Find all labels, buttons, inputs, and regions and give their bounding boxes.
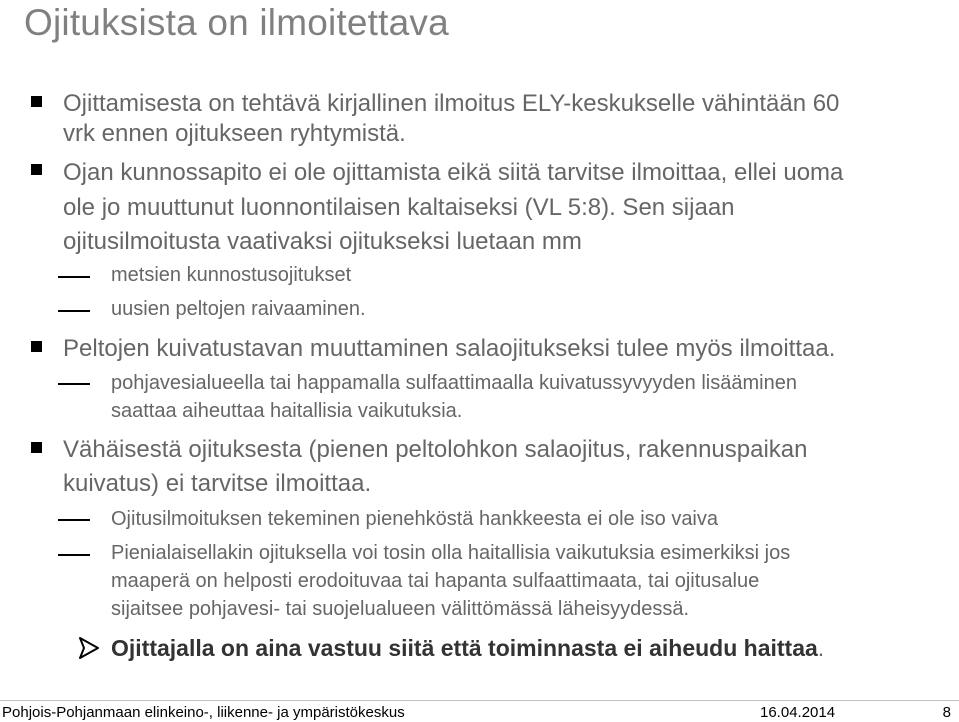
sub-bullet-line: saattaa aiheuttaa haitallisia vaikutuksia.	[111, 400, 463, 422]
sub-bullet-dash-icon	[58, 310, 90, 312]
sub-bullet-line: pohjavesialueella tai happamalla sulfaattimaalla kuivatussyvyyden lisääminen	[111, 372, 797, 394]
slide-title: Ojituksista on ilmoitettava	[24, 2, 449, 43]
sub-bullet-dash-icon	[58, 554, 90, 556]
key-statement-period: .	[817, 635, 825, 661]
sub-bullet-line: metsien kunnostusojitukset	[111, 264, 352, 286]
key-statement	[111, 635, 824, 662]
footer-organization: Pohjois-Pohjanmaan elinkeino-, liikenne- ja ympäristökeskus	[2, 704, 405, 721]
footer-date: 16.04.2014	[760, 704, 836, 721]
arrow-bullet-icon	[78, 637, 100, 659]
slide-footer	[0, 700, 959, 722]
bullet-square-icon	[31, 341, 42, 352]
bullet-square-icon	[31, 96, 42, 107]
sub-bullet-line: Ojitusilmoituksen tekeminen pienehköstä hankkeesta ei ole iso vaiva	[111, 508, 719, 530]
sub-bullet-dash-icon	[58, 276, 90, 278]
bullet-line: kuivatus) ei tarvitse ilmoittaa.	[63, 470, 372, 497]
sub-bullet-line: maaperä on helposti erodoituvaa tai hapanta sulfaattimaata, tai ojitusalue	[111, 570, 760, 592]
bullet-line: Peltojen kuivatustavan muuttaminen salaojitukseksi tulee myös ilmoittaa.	[63, 335, 836, 362]
sub-bullet-line: uusien peltojen raivaaminen.	[111, 298, 366, 320]
bullet-line: Vähäisestä ojituksesta (pienen peltolohkon salaojitus, rakennuspaikan	[63, 436, 808, 463]
sub-bullet-dash-icon	[58, 383, 90, 385]
bullet-line: ojitusilmoitusta vaativaksi ojitukseksi luetaan mm	[63, 228, 582, 255]
bullet-square-icon	[31, 164, 42, 175]
sub-bullet-line: Pienialaisellakin ojituksella voi tosin olla haitallisia vaikutuksia esimerkiksi jos	[111, 542, 791, 564]
bullet-line: Ojittamisesta on tehtävä kirjallinen ilmoitus ELY-keskukselle vähintään 60	[63, 90, 840, 117]
footer-page-number: 8	[942, 704, 951, 721]
sub-bullet-dash-icon	[58, 519, 90, 521]
bullet-square-icon	[31, 442, 42, 453]
sub-bullet-line: sijaitsee pohjavesi- tai suojelualueen välittömässä läheisyydessä.	[111, 598, 690, 620]
bullet-line: Ojan kunnossapito ei ole ojittamista eikä siitä tarvitse ilmoittaa, ellei uoma	[63, 159, 844, 186]
bullet-line: ole jo muuttunut luonnontilaisen kaltaiseksi (VL 5:8). Sen sijaan	[63, 194, 735, 221]
key-statement-text: Ojittajalla on aina vastuu siitä että toiminnasta ei aiheudu haittaa	[111, 635, 818, 661]
bullet-line: vrk ennen ojitukseen ryhtymistä.	[63, 120, 406, 147]
